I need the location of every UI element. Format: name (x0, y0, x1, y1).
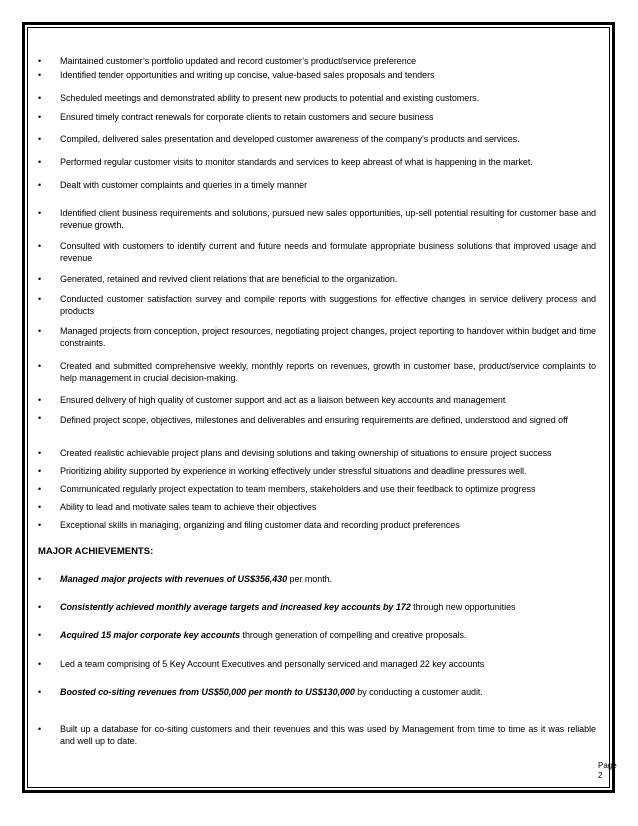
bullet-icon: • (38, 134, 42, 144)
achievement-rest: per month. (287, 574, 333, 584)
achievement-rest: through new opportunities (410, 602, 516, 612)
list-item-text: Created realistic achievable project plans and devising solutions and taking ownership of situations to ensure project success (60, 448, 552, 458)
bullet-icon: • (38, 502, 42, 512)
bullet-icon: • (38, 112, 42, 122)
bullet-icon: • (38, 602, 42, 612)
bullet-icon: • (38, 630, 42, 640)
bullet-icon: • (38, 413, 42, 423)
list-item-text: Exceptional skills in managing, organizing and filing customer data and recording product preferences (60, 520, 460, 530)
bullet-icon: • (38, 395, 42, 405)
bullet-icon: • (38, 361, 42, 371)
bullet-icon: • (38, 484, 42, 494)
bullet-icon: • (38, 326, 42, 336)
bullet-icon: • (38, 520, 42, 530)
list-item-text: Maintained customer’s portfolio updated and record customer’s product/service preference (60, 56, 417, 66)
list-item-text: Prioritizing ability supported by experience in working effectively under stressful situations and deadline pressures well. (60, 466, 527, 476)
achievement-text (60, 723, 596, 747)
bullet-icon: • (38, 659, 42, 669)
achievement-text (60, 601, 596, 613)
list-item-text: Ability to lead and motivate sales team to achieve their objectives (60, 502, 317, 512)
bullet-icon: • (38, 466, 42, 476)
bullet-icon: • (38, 180, 42, 190)
achievement-text (60, 658, 596, 670)
bullet-icon: • (38, 574, 42, 584)
achievement-rest: Built up a database for co-siting customers and their revenues and this was used by Management from time to time as it was reliable and well up to date. (60, 724, 596, 746)
bullet-icon: • (38, 448, 42, 458)
list-item-text: Identified client business requirements and solutions, pursued new sales opportunities, up-sell potential resulting for customer base and revenue growth. (60, 208, 596, 230)
achievement-text (60, 573, 596, 585)
achievement-highlight: Managed major projects with revenues of US$356,430 (60, 574, 288, 584)
list-item-text: Ensured timely contract renewals for corporate clients to retain customers and secure business (60, 112, 434, 122)
list-item-text: Compiled, delivered sales presentation and developed customer awareness of the company’s products and services. (60, 134, 520, 144)
page-number: Page 2 (598, 761, 617, 780)
achievement-rest: Led a team comprising of 5 Key Account Executives and personally serviced and managed 22 key accounts (60, 659, 485, 669)
achievement-highlight: Consistently achieved monthly average targets and increased key accounts by 172 (60, 602, 411, 612)
achievement-highlight: Acquired 15 major corporate key accounts (60, 630, 241, 640)
list-item-text: Conducted customer satisfaction survey and compile reports with suggestions for effective changes in service delivery process and products (60, 294, 596, 316)
list-item-text: Dealt with customer complaints and queries in a timely manner (60, 180, 308, 190)
achievement-rest: by conducting a customer audit. (354, 687, 483, 697)
bullet-icon: • (38, 157, 42, 167)
list-item-text: Consulted with customers to identify current and future needs and formulate appropriate business solutions that improved usage and revenue (60, 241, 596, 263)
list-item-text: Managed projects from conception, project resources, negotiating project changes, project reporting to handover within budget and time constraints. (60, 326, 596, 348)
bullet-icon: • (38, 687, 42, 697)
bullet-icon: • (38, 56, 42, 66)
list-item-text: Performed regular customer visits to monitor standards and services to keep abreast of what is happening in the market. (60, 157, 533, 167)
list-item-text: Ensured delivery of high quality of customer support and act as a liaison between key accounts and management (60, 395, 506, 405)
resume-page-content (38, 0, 617, 826)
list-item-text: Identified tender opportunities and writing up concise, value-based sales proposals and tenders (60, 70, 435, 80)
bullet-icon: • (38, 93, 42, 103)
list-item-text: Defined project scope, objectives, milestones and deliverables and ensuring requirements are defined, understood and signed off (60, 415, 568, 425)
list-item-text: Communicated regularly project expectation to team members, stakeholders and use their feedback to optimize progress (60, 484, 536, 494)
bullet-icon: • (38, 724, 42, 734)
achievement-text (60, 686, 596, 698)
bullet-icon: • (38, 70, 42, 80)
achievement-highlight: Boosted co-siting revenues from US$50,000 per month to US$130,000 (60, 687, 355, 697)
list-item-text: Scheduled meetings and demonstrated ability to present new products to potential and existing customers. (60, 93, 480, 103)
list-item-text: Created and submitted comprehensive weekly, monthly reports on revenues, growth in customer base, product/service complaints to help management in crucial decision-making. (60, 361, 596, 383)
achievement-text (60, 629, 596, 641)
bullet-icon: • (38, 208, 42, 218)
achievement-rest: through generation of compelling and creative proposals. (240, 630, 467, 640)
bullet-icon: • (38, 274, 42, 284)
list-item-text: Generated, retained and revived client relations that are beneficial to the organization. (60, 274, 398, 284)
bullet-icon: • (38, 241, 42, 251)
bullet-icon: • (38, 294, 42, 304)
section-heading: MAJOR ACHIEVEMENTS: (38, 546, 154, 557)
